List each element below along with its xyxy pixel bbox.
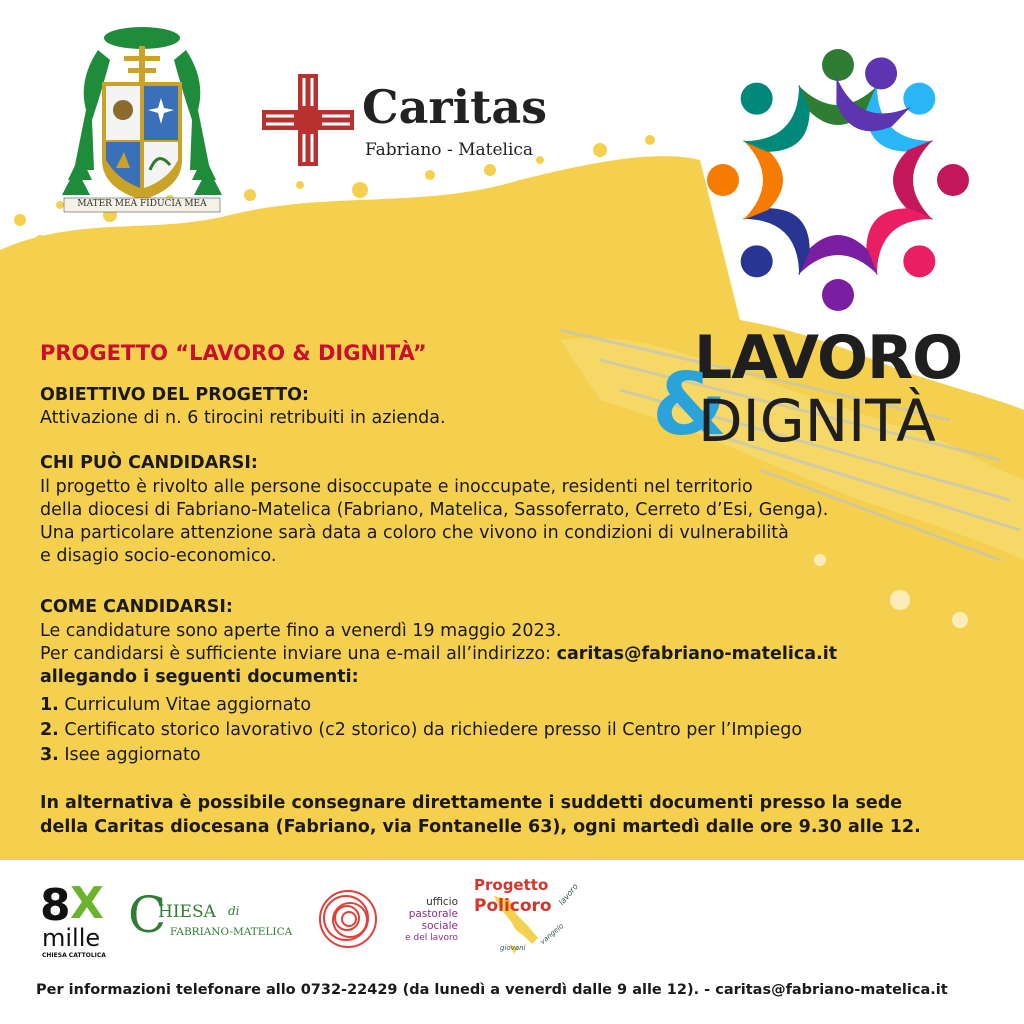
ufficio-pastorale-logo <box>386 896 458 944</box>
chiesa-logo-di: di <box>228 904 240 918</box>
logo-ampersand: & <box>652 355 727 455</box>
coat-of-arms-motto: MATER MEA FIDUCIA MEA <box>77 199 207 209</box>
policoro-word-giovani: giovani <box>500 944 526 952</box>
how-line-3: allegando i seguenti documenti: <box>40 667 359 687</box>
otto-per-mille-word: mille <box>42 924 101 952</box>
otto-per-mille-digit: 8 <box>40 880 71 931</box>
caritas-logo-name: Caritas <box>362 80 548 134</box>
progetto-policoro-logo <box>470 876 580 960</box>
red-circles-logo-icon <box>316 888 380 950</box>
chiesa-logo-c: C <box>128 886 167 944</box>
policoro-word-vangelo: vangelo <box>538 921 566 947</box>
policoro-word-policoro: Policoro <box>474 896 552 916</box>
contact-email-link[interactable]: caritas@fabriano-matelica.it <box>556 644 838 664</box>
caritas-cross-icon <box>262 74 354 166</box>
bishop-coat-of-arms-icon <box>58 20 226 220</box>
policoro-word-lavoro: lavoro <box>557 882 580 907</box>
how-line-2 <box>40 643 837 666</box>
logo-word-dignita: DIGNITÀ <box>698 387 936 455</box>
objective-text: Attivazione di n. 6 tirocini retribuiti in azienda. <box>40 408 446 428</box>
who-line-2: della diocesi di Fabriano-Matelica (Fabriano, Matelica, Sassoferrato, Cerreto d’Esi, Genga). <box>40 500 829 520</box>
who-line-4: e disagio socio-economico. <box>40 546 277 566</box>
chiesa-fabriano-logo <box>128 886 308 948</box>
otto-per-mille-logo <box>40 878 120 964</box>
policoro-word-progetto: Progetto <box>474 876 549 894</box>
ufficio-line: ufficio <box>426 896 458 908</box>
document-number: 3. <box>40 745 59 765</box>
alternative-line-1: In alternativa è possibile consegnare direttamente i suddetti documenti presso la sede <box>40 793 903 813</box>
document-text: Isee aggiornato <box>58 745 201 765</box>
chiesa-logo-hiesa: HIESA <box>158 902 216 922</box>
ufficio-line: pastorale <box>408 908 458 920</box>
document-item-3 <box>40 744 201 767</box>
document-number: 1. <box>40 695 59 715</box>
who-line-1: Il progetto è rivolto alle persone disoccupate e inoccupate, residenti nel territorio <box>40 477 753 497</box>
document-text: Certificato storico lavorativo (c2 storico) da richiedere presso il Centro per l’Impiego <box>58 720 803 740</box>
footer-info-text: Per informazioni telefonare allo 0732-22429 (da lunedì a venerdì dalle 9 alle 12). - caritas@fabriano-matelica.it <box>36 982 948 998</box>
how-heading: COME CANDIDARSI: <box>40 597 233 617</box>
how-line-2-text: Per candidarsi è sufficiente inviare una e-mail all’indirizzo: <box>40 644 557 664</box>
logo-word-lavoro: LAVORO <box>694 323 963 393</box>
who-heading: CHI PUÒ CANDIDARSI: <box>40 453 258 473</box>
chiesa-logo-place: FABRIANO-MATELICA <box>170 926 293 938</box>
document-text: Curriculum Vitae aggiornato <box>58 695 312 715</box>
objective-heading: OBIETTIVO DEL PROGETTO: <box>40 385 310 405</box>
document-item-1 <box>40 694 311 717</box>
people-circle-logo-icon <box>688 30 988 330</box>
how-line-1: Le candidature sono aperte fino a venerdì 19 maggio 2023. <box>40 621 562 641</box>
alternative-line-2: della Caritas diocesana (Fabriano, via Fontanelle 63), ogni martedì dalle ore 9.30 alle 12. <box>40 817 921 837</box>
ufficio-line: e del lavoro <box>405 933 458 943</box>
document-number: 2. <box>40 720 59 740</box>
who-line-3: Una particolare attenzione sarà data a coloro che vivono in condizioni di vulnerabilità <box>40 523 789 543</box>
document-item-2 <box>40 719 802 742</box>
otto-per-mille-x: X <box>70 878 104 929</box>
otto-per-mille-sub: CHIESA CATTOLICA <box>42 952 106 959</box>
caritas-logo-subtitle: Fabriano - Matelica <box>365 140 534 160</box>
project-title: PROGETTO “LAVORO & DIGNITÀ” <box>40 341 427 365</box>
ufficio-line: sociale <box>421 920 458 932</box>
